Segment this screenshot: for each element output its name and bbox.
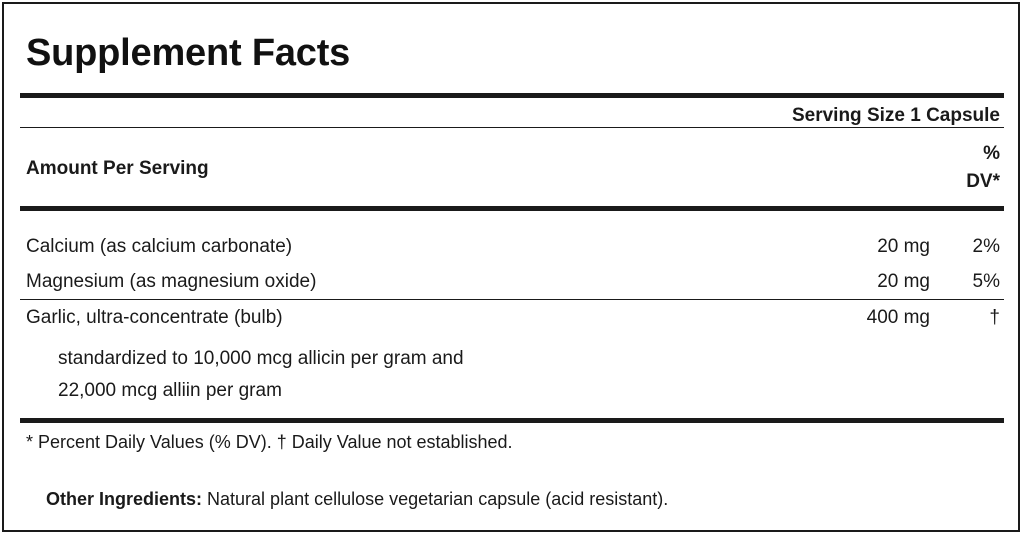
sub-note-row xyxy=(20,335,1004,411)
nutrient-dv: 2% xyxy=(972,236,1000,258)
dv-header-percent: % xyxy=(983,143,1000,164)
amount-per-serving-label: Amount Per Serving xyxy=(26,158,209,179)
other-ingredients-label: Other Ingredients: xyxy=(46,489,203,510)
nutrient-amount: 20 mg xyxy=(877,236,930,258)
nutrient-amount: 400 mg xyxy=(866,307,930,329)
footnote-text: * Percent Daily Values (% DV). † Daily Value not established. xyxy=(26,432,513,453)
nutrient-name: Calcium (as calcium carbonate) xyxy=(26,236,293,258)
divider-bottom xyxy=(20,418,1004,423)
divider-under-header xyxy=(20,206,1004,211)
table-row xyxy=(20,229,1004,264)
nutrient-name: Magnesium (as magnesium oxide) xyxy=(26,271,317,293)
nutrient-dv: † xyxy=(989,307,1000,329)
amount-per-serving-row xyxy=(20,140,1004,199)
nutrient-dv: 5% xyxy=(972,271,1000,293)
daily-value-header xyxy=(966,140,1004,195)
dv-header-label: DV* xyxy=(966,170,1000,192)
panel-inner xyxy=(20,4,1004,530)
divider-top xyxy=(20,93,1004,98)
other-ingredients xyxy=(20,489,1004,510)
nutrient-table xyxy=(20,229,1004,411)
supplement-facts-panel xyxy=(2,2,1020,532)
serving-size-text: Serving Size 1 Capsule xyxy=(791,105,1000,126)
divider-under-serving xyxy=(20,127,1004,128)
page-title: Supplement Facts xyxy=(26,32,351,74)
nutrient-amount: 20 mg xyxy=(877,271,930,293)
table-row xyxy=(20,264,1004,299)
nutrient-name: Garlic, ultra-concentrate (bulb) xyxy=(26,307,283,329)
sub-note-cell xyxy=(20,335,1004,411)
other-ingredients-text: Natural plant cellulose vegetarian capsule (acid resistant). xyxy=(207,489,669,510)
sub-note-line-2: 22,000 mcg alliin per gram xyxy=(58,379,282,401)
sub-note-line-1: standardized to 10,000 mcg allicin per gram and xyxy=(58,348,464,370)
table-row xyxy=(20,300,1004,335)
